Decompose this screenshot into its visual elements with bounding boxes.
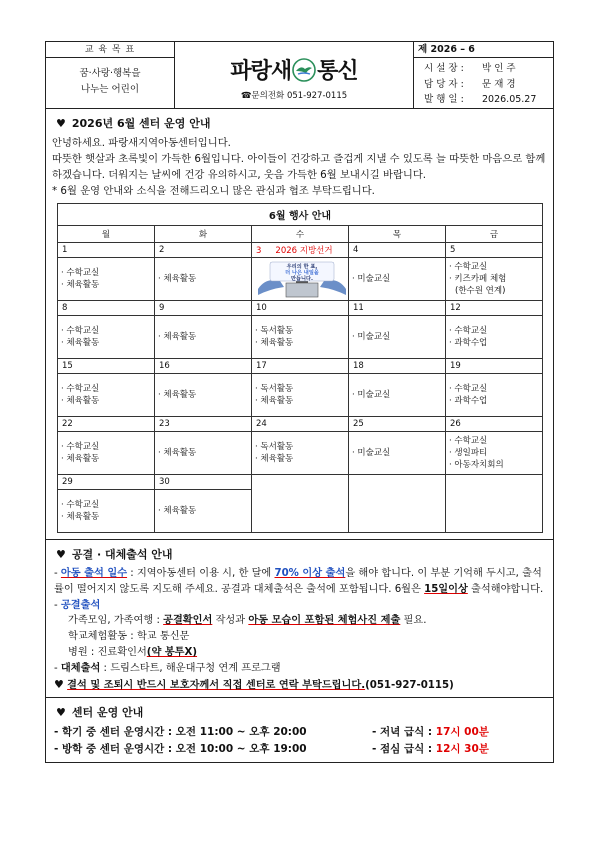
calendar-title: 6월 행사 안내: [58, 204, 543, 226]
education-goal-box: [46, 42, 175, 108]
meta-row-manager: 담 당 자 : 문 재 경: [424, 78, 516, 90]
motto-line-2: 나누는 어린이: [80, 84, 140, 95]
event-calendar: [57, 203, 543, 533]
contact-request: ♥ 결석 및 조퇴시 반드시 보호자께서 직접 센터로 연락 부탁드립니다.(051-927-0115): [54, 677, 454, 691]
calendar-activity-cell: [252, 374, 349, 417]
calendar-activity-item: · 체육활동: [158, 274, 197, 284]
calendar-activity-cell: [446, 432, 543, 475]
calendar-activity-row: [58, 258, 543, 301]
notice-title: ♥ 2026년 6월 센터 운영 안내: [56, 116, 211, 130]
absence-body: [46, 566, 553, 697]
issue-number: 제 2026 – 6: [414, 42, 553, 58]
calendar-date-row: [58, 243, 543, 258]
calendar-activity-cell: [349, 432, 446, 475]
calendar-date-cell: [349, 417, 446, 432]
weekday-fri: 금: [446, 226, 543, 243]
calendar-date-cell: [252, 359, 349, 374]
calendar-date-number: 30: [159, 477, 170, 487]
calendar-activity-item: · 체육활동: [158, 448, 197, 458]
meta-row-director: 시 설 장 : 박 인 주: [424, 63, 516, 74]
calendar-date-number: 11: [353, 303, 364, 313]
calendar-date-cell: [155, 475, 252, 490]
calendar-activity-item: · 체육활동: [158, 506, 197, 516]
goal-title: 교 육 목 표: [46, 42, 174, 58]
calendar-activity-item: · 독서활동: [255, 384, 294, 394]
weekday-tue: 화: [155, 226, 252, 243]
calendar-activity-item: · 미술교실: [352, 448, 391, 458]
calendar-date-cell: [446, 243, 543, 258]
substitute-attendance: - 대체출석 : 드림스타트, 해운대구청 연계 프로그램: [54, 662, 281, 674]
calendar-activity-cell: [349, 374, 446, 417]
calendar-activity-item: · 수학교실: [61, 442, 100, 452]
calendar-date-number: 25: [353, 419, 364, 429]
calendar-date-number: 3: [256, 246, 262, 256]
calendar-date-row: [58, 301, 543, 316]
calendar-activity-item: · 수학교실: [61, 326, 100, 336]
calendar-date-cell: [58, 243, 155, 258]
calendar-date-number: 29: [62, 477, 73, 487]
weekday-wed: 수: [252, 226, 349, 243]
excused-absence-label: - 공결출석: [54, 599, 101, 611]
motto: [46, 58, 174, 98]
dinner-time: - 저녁 급식 : 17시 00분: [372, 726, 489, 739]
calendar-activity-cell: [155, 258, 252, 301]
calendar-date-cell: [446, 359, 543, 374]
calendar-date-number: 17: [256, 361, 267, 371]
calendar-date-cell: [446, 475, 543, 490]
calendar-date-cell: [252, 243, 349, 258]
semester-hours: - 학기 중 센터 운영시간 : 오전 11:00 ~ 오후 20:00: [54, 726, 307, 739]
calendar-date-cell: [58, 301, 155, 316]
calendar-activity-item: · 수학교실: [449, 326, 488, 336]
calendar-activity-item: · 독서활동: [255, 442, 294, 452]
calendar-date-number: 9: [159, 303, 165, 313]
calendar-date-cell: [349, 475, 446, 490]
calendar-activity-cell: [349, 490, 446, 533]
calendar-date-number: 23: [159, 419, 170, 429]
calendar-activity-cell: [155, 490, 252, 533]
calendar-weekdays: [58, 226, 543, 243]
contact-phone: ☎문의전화 051-927-0115: [240, 91, 348, 101]
issue-meta: [414, 58, 553, 108]
hours-body: [46, 724, 553, 762]
calendar-date-cell: [155, 417, 252, 432]
illustration-text-line-3: 만듭니다.: [290, 276, 313, 282]
calendar-activity-item: · 아동자치회의: [449, 460, 504, 470]
calendar-activity-item: · 체육활동: [255, 396, 294, 406]
hours-title: ♥ 센터 운영 안내: [56, 705, 144, 720]
calendar-activity-item: · 체육활동: [61, 338, 100, 348]
calendar-activity-cell: [155, 316, 252, 359]
calendar-activity-cell: [155, 432, 252, 475]
calendar-activity-item: · 수학교실: [449, 262, 488, 272]
calendar-date-number: 26: [450, 419, 461, 429]
heart-icon: ♥: [54, 677, 64, 691]
calendar-date-cell: [349, 359, 446, 374]
calendar-date-cell: [349, 243, 446, 258]
calendar-activity-cell: [252, 432, 349, 475]
lunch-time: - 점심 급식 : 12시 30분: [372, 743, 489, 756]
calendar-activity-row: [58, 316, 543, 359]
calendar-date-number: 22: [62, 419, 73, 429]
illustration-text-line-1: 우리의 한 표,: [286, 264, 317, 270]
calendar-activity-item: · 체육활동: [158, 390, 197, 400]
calendar-date-number: 16: [159, 361, 170, 371]
meal-times: [372, 724, 489, 758]
weekday-thu: 목: [349, 226, 446, 243]
calendar-date-row: [58, 475, 543, 490]
calendar-date-number: 24: [256, 419, 267, 429]
calendar-activity-item: · 체육활동: [255, 454, 294, 464]
calendar-activity-item: · 키즈카페 체험: [449, 274, 507, 284]
attendance-days-paragraph: - 아동 출석 일수 : 지역아동센터 이용 시, 한 달에 70% 이상 출석을 해야 합니다. 이 부분 기억해 두시고, 출석률이 떨어지지 않도록 지도해 주세요. 공결과 대체출석은 출석에 포함됩니다. 6월은 15일이상 출석해야합니다.: [54, 568, 544, 595]
family-event-rule: 가족모임, 가족여행 : 공결확인서 작성과 아동 모습이 포함된 체험사진 제출 필요.: [68, 615, 427, 627]
operating-hours-section: [45, 698, 554, 763]
calendar-date-number: 10: [256, 303, 267, 313]
election-day-note: 2026 지방선거: [275, 246, 333, 256]
logo-text-right: 통신: [317, 59, 358, 84]
calendar-activity-row: [58, 490, 543, 533]
calendar-activity-cell: [252, 316, 349, 359]
calendar-date-cell: [58, 359, 155, 374]
calendar-activity-item: · 미술교실: [352, 274, 391, 284]
calendar-activity-item: · 체육활동: [158, 332, 197, 342]
calendar-date-number: 18: [353, 361, 364, 371]
notice-line-2: 따뜻한 햇살과 초록빛이 가득한 6월입니다. 아이들이 건강하고 즐겁게 지낼 수 있도록 늘 따뜻한 마음으로 함께하겠습니다. 더워지는 날씨에 건강 유의하시고, 웃음 가득한 6월 보내시길 바랍니다.: [52, 153, 546, 181]
meta-row-date: 발 행 일 : 2026.05.27: [424, 94, 537, 105]
calendar-date-cell: [58, 475, 155, 490]
calendar-date-cell: [446, 301, 543, 316]
hospital-rule: 병원 : 진료확인서(약 봉투X): [68, 646, 198, 658]
event-calendar-wrap: [46, 203, 553, 539]
calendar-activity-item: · 수학교실: [449, 436, 488, 446]
calendar-date-number: 12: [450, 303, 461, 313]
calendar-activity-item: · 과학수업: [449, 396, 488, 406]
calendar-activity-cell: [446, 374, 543, 417]
newsletter-page: [45, 41, 554, 763]
calendar-activity-item: · 수학교실: [61, 500, 100, 510]
calendar-date-cell: [58, 417, 155, 432]
operating-times: [54, 724, 372, 758]
heart-icon: ♥: [56, 705, 66, 719]
calendar-activity-item: · 수학교실: [449, 384, 488, 394]
calendar-date-cell: [446, 417, 543, 432]
calendar-body: [58, 243, 543, 533]
calendar-activity-cell: [349, 316, 446, 359]
bluebird-logo-icon: [292, 58, 316, 82]
logo-box: [175, 42, 414, 108]
notice-line-1: 안녕하세요. 파랑새지역아동센터입니다.: [52, 137, 231, 149]
calendar-activity-item: · 체육활동: [255, 338, 294, 348]
calendar-activity-cell: [58, 258, 155, 301]
calendar-date-number: 15: [62, 361, 73, 371]
calendar-activity-item: · 미술교실: [352, 332, 391, 342]
calendar-activity-cell: [155, 374, 252, 417]
calendar-activity-cell: [446, 258, 543, 301]
calendar-activity-cell: [58, 374, 155, 417]
calendar-date-row: [58, 359, 543, 374]
calendar-activity-item: · 체육활동: [61, 280, 100, 290]
issue-info-box: [414, 42, 553, 108]
calendar-activity-item: · 체육활동: [61, 454, 100, 464]
calendar-activity-item: · 미술교실: [352, 390, 391, 400]
calendar-activity-cell: [252, 490, 349, 533]
calendar-activity-cell: [58, 316, 155, 359]
election-vote-illustration: [256, 259, 348, 299]
calendar-date-cell: [252, 475, 349, 490]
heart-icon: ♥: [56, 116, 66, 130]
absence-section: [45, 540, 554, 698]
motto-line-1: 꿈·사랑·행복을: [79, 68, 141, 79]
calendar-activity-cell: [349, 258, 446, 301]
calendar-activity-cell: [446, 490, 543, 533]
calendar-activity-item: · 생일파티: [449, 448, 488, 458]
calendar-date-cell: [252, 417, 349, 432]
calendar-date-row: [58, 417, 543, 432]
calendar-activity-row: [58, 432, 543, 475]
newsletter-header: [45, 41, 554, 109]
calendar-date-number: 1: [62, 245, 68, 255]
calendar-activity-cell: [252, 258, 349, 301]
school-activity-rule: 학교체험활동 : 학교 통신문: [68, 631, 190, 643]
notice-line-3: * 6월 운영 안내와 소식을 전해드리오니 많은 관심과 협조 부탁드립니다.: [52, 185, 375, 197]
calendar-date-number: 19: [450, 361, 461, 371]
calendar-activity-cell: [446, 316, 543, 359]
calendar-date-number: 2: [159, 245, 165, 255]
calendar-date-number: 5: [450, 245, 456, 255]
absence-title: ♥ 공결 · 대체출석 안내: [56, 547, 173, 561]
heart-icon: ♥: [56, 547, 66, 561]
calendar-activity-item: · 체육활동: [61, 396, 100, 406]
calendar-date-number: 8: [62, 303, 68, 313]
calendar-activity-item: · 과학수업: [449, 338, 488, 348]
calendar-date-number: 4: [353, 245, 359, 255]
notice-body: [46, 135, 553, 203]
newsletter-logo: [175, 54, 413, 85]
calendar-date-cell: [349, 301, 446, 316]
calendar-activity-cell: [58, 432, 155, 475]
illustration-text-line-2: 더 나은 내일을: [284, 270, 319, 276]
logo-text-left: 파랑새: [230, 59, 292, 84]
calendar-activity-item: · 수학교실: [61, 384, 100, 394]
calendar-date-cell: [252, 301, 349, 316]
calendar-activity-item: · 체육활동: [61, 512, 100, 522]
calendar-date-cell: [155, 301, 252, 316]
calendar-activity-item: (한수원 연계): [455, 286, 506, 296]
calendar-activity-item: · 독서활동: [255, 326, 294, 336]
calendar-date-cell: [155, 359, 252, 374]
vacation-hours: - 방학 중 센터 운영시간 : 오전 10:00 ~ 오후 19:00: [54, 743, 307, 756]
calendar-activity-item: · 수학교실: [61, 268, 100, 278]
operation-notice-section: [45, 109, 554, 540]
weekday-mon: 월: [58, 226, 155, 243]
calendar-activity-row: [58, 374, 543, 417]
calendar-date-cell: [155, 243, 252, 258]
calendar-activity-cell: [58, 490, 155, 533]
